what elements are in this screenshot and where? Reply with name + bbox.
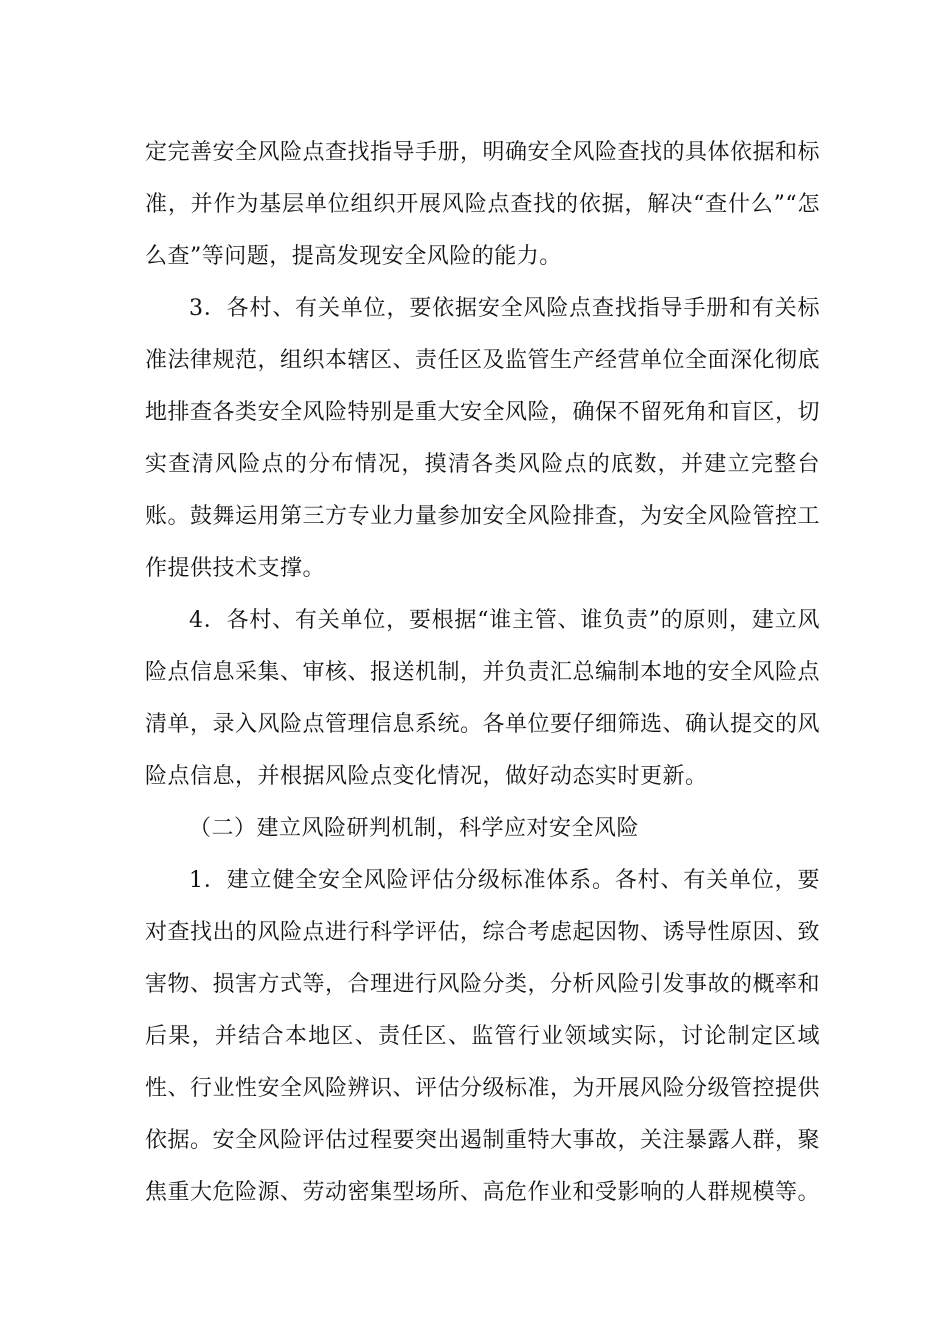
paragraph-item-1: 1．建立健全安全风险评估分级标准体系。各村、有关单位，要对查找出的风险点进行科学评估，综合考虑起因物、诱导性原因、致害物、损害方式等，合理进行风险分类，分析风险引发事故的概率和后果，并结合本地区、责任区、监管行业领域实际，讨论制定区域性、行业性安全风险辨识、评估分级标准，为开展风险分级管控提供依据。安全风险评估过程要突出遏制重特大事故，关注暴露人群，聚焦重大危险源、劳动密集型场所、高危作业和受影响的人群规模等。 <box>145 868 821 1205</box>
section-heading-2: （二）建立风险研判机制，科学应对安全风险 <box>189 816 640 841</box>
paragraph-item-4: 4．各村、有关单位，要根据“谁主管、谁负责”的原则，建立风险点信息采集、审核、报送机制，并负责汇总编制本地的安全风险点清单，录入风险点管理信息系统。各单位要仔细筛选、确认提交的风险点信息，并根据风险点变化情况，做好动态实时更新。 <box>145 608 821 789</box>
paragraph-continuation: 定完善安全风险点查找指导手册，明确安全风险查找的具体依据和标准，并作为基层单位组织开展风险点查找的依据，解决“查什么”“怎么查”等问题，提高发现安全风险的能力。 <box>145 140 821 269</box>
paragraph-item-3: 3．各村、有关单位，要依据安全风险点查找指导手册和有关标准法律规范，组织本辖区、责任区及监管生产经营单位全面深化彻底地排查各类安全风险特别是重大安全风险，确保不留死角和盲区，切实查清风险点的分布情况，摸清各类风险点的底数，并建立完整台账。鼓舞运用第三方专业力量参加安全风险排查，为安全风险管控工作提供技术支撑。 <box>145 296 821 581</box>
document-body <box>145 127 820 1219</box>
